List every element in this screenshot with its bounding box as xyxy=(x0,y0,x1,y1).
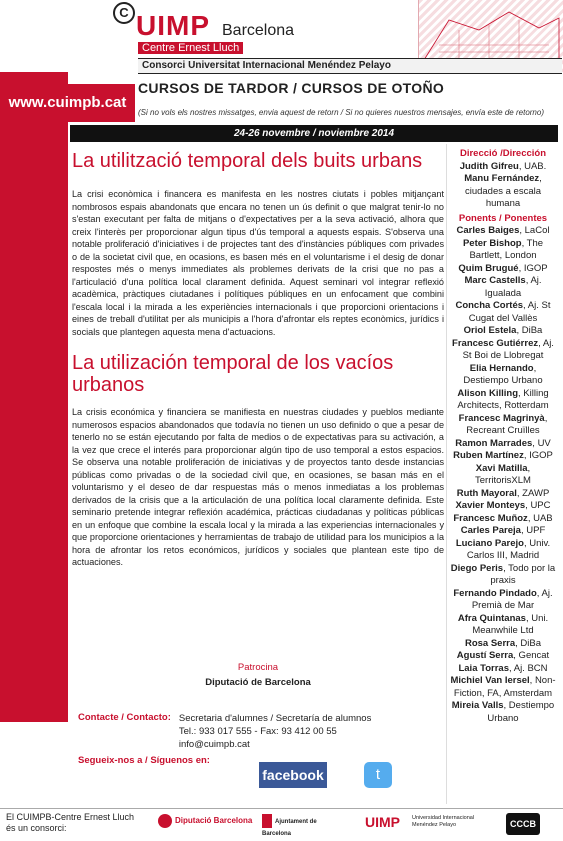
speaker-affiliation: , Todo por la xyxy=(503,562,556,574)
speaker-affiliation: TerritorisXLM xyxy=(475,475,531,486)
courses-heading: CURSOS DE TARDOR / CURSOS DE OTOÑO xyxy=(138,80,445,96)
follow-label: Segueix-nos a / Síguenos en: xyxy=(78,755,210,766)
logo-subtitle: Centre Ernest Lluch xyxy=(138,42,243,54)
speaker-line xyxy=(447,625,559,638)
speaker-line xyxy=(447,300,559,313)
speaker-name: Carles Pareja xyxy=(460,525,521,536)
speaker-name: Laia Torras xyxy=(458,662,509,674)
main-content xyxy=(72,144,444,719)
unsubscribe-note[interactable]: (Si no vols els nostres missatges, envia aquest de retorn / Si no quieres nuestros mensajes, envía este de retorno) xyxy=(138,108,544,117)
speaker-name: Agustí Serra xyxy=(456,650,514,661)
speaker-affiliation: , DiBa xyxy=(515,637,542,649)
speaker-affiliation: , xyxy=(539,173,542,184)
speaker-line xyxy=(447,198,559,211)
twitter-icon[interactable]: t xyxy=(364,762,392,788)
logo-city: Barcelona xyxy=(222,22,295,39)
sponsor-uimp-full: Universidad Internacional Menéndez Pelayo xyxy=(412,815,475,828)
patrocina-label: Patrocina xyxy=(237,662,279,673)
speaker-name: Ruth Mayoral xyxy=(456,487,517,499)
speaker-line xyxy=(447,161,559,174)
speaker-line xyxy=(447,425,559,438)
speaker-name: Afra Quintanas xyxy=(457,612,526,624)
speaker-affiliation: praxis xyxy=(490,575,516,586)
speaker-line xyxy=(447,413,559,426)
speaker-affiliation: , Aj. xyxy=(536,587,553,599)
contact-email-link[interactable]: info@cuimpb.cat xyxy=(178,739,250,750)
speaker-name: Elia Hernando xyxy=(469,362,534,374)
speaker-affiliation: Destiempo Urbano xyxy=(463,375,543,386)
speaker-affiliation: Premià de Mar xyxy=(471,600,535,611)
speaker-name: Peter Bishop xyxy=(462,237,522,249)
speaker-name: Francesc Gutiérrez xyxy=(452,337,539,349)
speaker-affiliation: , LaCol xyxy=(519,225,550,236)
speaker-affiliation: , xyxy=(533,362,537,374)
speaker-affiliation: , Aj. BCN xyxy=(508,662,548,674)
speaker-affiliation: Urbano xyxy=(487,712,519,724)
speaker-affiliation: , DiBa xyxy=(516,325,543,336)
direction-heading: Direcció /Dirección xyxy=(459,148,547,159)
speaker-affiliation: Architects, Rotterdam xyxy=(457,400,549,411)
contact-block xyxy=(78,712,371,766)
sponsor-diputacio-label: Diputació Barcelona xyxy=(175,816,253,826)
speaker-affiliation: Fiction, FA, Amsterdam xyxy=(453,687,553,699)
speaker-affiliation: , IGOP xyxy=(523,450,553,461)
left-red-stripe xyxy=(0,72,68,722)
logo-c-icon: C xyxy=(113,2,135,24)
contact-line-1: Secretaria d'alumnes / Secretaría de alumnos xyxy=(178,713,372,724)
speaker-line xyxy=(447,288,559,301)
speaker-line xyxy=(447,325,559,338)
speaker-name: Francesc Magrinyà xyxy=(458,412,545,424)
speakers-sidebar xyxy=(446,144,559,804)
speaker-affiliation: , Univ. xyxy=(523,537,551,549)
speaker-name: Xavi Matilla xyxy=(475,462,528,474)
speaker-name: Ruben Martínez xyxy=(453,450,524,461)
speaker-line xyxy=(447,500,559,513)
date-bar: 24-26 novembre / noviembre 2014 xyxy=(70,125,558,142)
speaker-line xyxy=(447,513,559,526)
speaker-line xyxy=(447,575,559,588)
patron-name: Diputació de Barcelona xyxy=(205,677,311,688)
speaker-line xyxy=(447,700,559,713)
speaker-line xyxy=(447,563,559,576)
speaker-affiliation: St Boi de Llobregat xyxy=(462,350,544,361)
sponsor-ajuntament xyxy=(262,814,332,839)
speaker-affiliation: Carlos III, Madrid xyxy=(466,550,540,561)
speaker-line xyxy=(447,388,559,401)
speakers-list xyxy=(447,225,559,725)
speaker-line xyxy=(447,400,559,413)
speaker-name: Ramon Marrades xyxy=(455,437,533,449)
speaker-affiliation: Bartlett, London xyxy=(469,250,537,261)
speaker-affiliation: , Gencat xyxy=(513,650,550,661)
speaker-affiliation: Igualada xyxy=(484,287,522,299)
ajuntament-logo-icon xyxy=(262,814,272,828)
title-spanish: La utilización temporal de los vacíos urbanos xyxy=(72,352,394,396)
contact-label: Contacte / Contacto: xyxy=(78,712,171,723)
speaker-line xyxy=(447,350,559,363)
body-catalan: La crisi econòmica i financera es manifesta en les nostres ciutats i pobles mitjançant nombrosos espais abandonats que encara no tenen un ús definit o que malgrat tenir-lo no s'estan executant per falta de mitjans o d'expectatives per a la seva activació, alhora que creix l'interès per proporcionar algun tipus d'ús temporal a aquests espais. S'observa una notable proliferació d'iniciatives i de projectes tant des d'instàncies públiques com privades o de la societat civil que, en ocasions, es basen més en el voluntarisme i el desig de donar respostes més o menys immediates als problemes derivats de la crisi que no pas a l'articulació d'una política local clarament definida. Aquest seminari vol integrar reflexió acadèmica, pràctiques ciutadanes i polítiques públiques en un enfocament que combini l'escala local i la mirada a les experiències internacionals i que proporcioni orientacions i eines de treball d'utilitat per als municipis a l'hora d'afrontar els reptes econòmics, jurídics i socials que plantegen aquesta mena d'actuacions. xyxy=(72,189,444,337)
speaker-line xyxy=(447,338,559,351)
speaker-line xyxy=(447,675,559,688)
speaker-affiliation: ciudades a escala xyxy=(464,185,542,197)
speaker-name: Judith Gifreu xyxy=(459,160,519,172)
speaker-line xyxy=(447,313,559,326)
speaker-affiliation: Recreant Cruïlles xyxy=(466,425,540,436)
speaker-affiliation: , UPC xyxy=(525,500,551,511)
speaker-line xyxy=(447,363,559,376)
speaker-line xyxy=(447,438,559,451)
logo-uimp: UIMP xyxy=(136,10,210,41)
sponsor-ajuntament-label: Ajuntament de Barcelona xyxy=(262,819,317,837)
speaker-line xyxy=(447,650,559,663)
speaker-affiliation: , IGOP xyxy=(518,262,548,274)
consorci-title: Consorci Universitat Internacional Menéndez Pelayo xyxy=(138,58,562,74)
speaker-name: Manu Fernández xyxy=(464,173,540,184)
speaker-affiliation: , Non- xyxy=(529,675,556,686)
speaker-affiliation: , Destiempo xyxy=(503,700,555,711)
speaker-affiliation: , Aj. xyxy=(525,275,542,286)
body-spanish: La crisis económica y financiera se manifiesta en nuestras ciudades y pueblos mediante numerosos espacios abandonados que todavía no tienen un uso definido o que a pesar de tenerlo no se están ejecutando por falta de medios o de expectativas para su activación, a la vez que crece el interés para proporcionar algún tipo de uso temporal a estos espacios. Se observa una notable proliferación de iniciativas y de proyectos tanto desde instancias públicas como privadas o de la sociedad civil que, en ocasiones, se basan más en el voluntarismo y el deseo de dar respuestas más o menos inmediatas a los problemas derivados de la crisis que a la articulación de una política local claramente definida. Este seminario pretende integrar reflexión académica, prácticas ciudadanas y políticas públicas en un enfoque que combine la escala local y la mirada a las experiencias internacionales y que proporcione orientaciones y herramientas de trabajo de utilidad para los municipios a la hora de afrontar los retos económicos, jurídicos y sociales que plantean este tipo de actuaciones. xyxy=(72,407,444,567)
speakers-heading: Ponents / Ponentes xyxy=(458,212,548,224)
speaker-affiliation: , xyxy=(527,462,531,474)
title-catalan: La utilització temporal dels buits urbans xyxy=(72,150,423,172)
speaker-line xyxy=(447,600,559,613)
speaker-line xyxy=(447,588,559,601)
speaker-line xyxy=(447,713,559,726)
speaker-line xyxy=(447,375,559,388)
speaker-affiliation: , ZAWP xyxy=(516,487,550,499)
speaker-name: Rosa Serra xyxy=(464,637,516,649)
speaker-line xyxy=(447,475,559,488)
website-link[interactable]: www.cuimpb.cat xyxy=(0,84,135,122)
speaker-line xyxy=(447,275,559,288)
speaker-name: Quim Brugué xyxy=(458,262,519,274)
speaker-name: Oriol Estela xyxy=(463,325,517,336)
speaker-name: Mireia Valls xyxy=(451,700,504,711)
speaker-line xyxy=(447,173,559,186)
speaker-name: Marc Castells xyxy=(464,275,526,286)
speaker-affiliation: , Killing xyxy=(518,387,549,399)
speaker-line xyxy=(447,250,559,263)
speaker-line xyxy=(447,238,559,251)
speaker-line xyxy=(447,525,559,538)
speaker-line xyxy=(447,488,559,501)
speaker-line xyxy=(447,638,559,651)
footer-text xyxy=(6,812,134,834)
speaker-line xyxy=(447,263,559,276)
speaker-affiliation: , UAB xyxy=(527,512,553,524)
speaker-affiliation: Cugat del Vallès xyxy=(468,312,538,324)
speaker-line xyxy=(447,450,559,463)
speaker-affiliation: , Uni. xyxy=(525,612,549,624)
speaker-line xyxy=(447,663,559,676)
speaker-line xyxy=(447,186,559,199)
speaker-affiliation: , UAB. xyxy=(518,160,547,172)
speaker-name: Concha Cortés xyxy=(455,300,524,311)
speaker-name: Michiel Van Iersel xyxy=(450,675,530,686)
footer-line-2: és un consorci: xyxy=(6,823,67,833)
speaker-name: Luciano Parejo xyxy=(455,537,524,549)
contact-line-2: Tel.: 933 017 555 - Fax: 93 412 00 55 xyxy=(178,726,337,737)
sponsor-cccb: CCCB xyxy=(506,813,540,835)
speaker-affiliation: , xyxy=(544,412,548,424)
speaker-affiliation: , Aj. St xyxy=(523,300,551,311)
sponsor-diputacio xyxy=(158,814,252,828)
diputacio-logo-icon xyxy=(158,814,172,828)
footer-line-1: El CUIMPB-Centre Ernest Lluch xyxy=(6,812,135,822)
sponsor-uimp: UIMP xyxy=(365,814,400,830)
speaker-affiliation: Meanwhile Ltd xyxy=(472,625,534,636)
speaker-name: Carles Baiges xyxy=(456,225,520,236)
speaker-name: Diego Peris xyxy=(450,562,504,574)
speaker-affiliation: , The xyxy=(521,237,544,249)
speaker-line xyxy=(447,613,559,626)
speaker-line xyxy=(447,225,559,238)
speaker-affiliation: , UV xyxy=(532,437,551,449)
speaker-affiliation: , UPF xyxy=(520,525,546,536)
direction-list xyxy=(447,161,559,211)
speaker-name: Alison Killing xyxy=(457,387,519,399)
speaker-name: Francesc Muñoz xyxy=(453,512,528,524)
speaker-name: Xavier Monteys xyxy=(455,500,526,511)
speaker-name: Fernando Pindado xyxy=(453,587,537,599)
speaker-line xyxy=(447,550,559,563)
sponsor-block xyxy=(72,662,444,688)
facebook-button[interactable]: facebook xyxy=(259,762,327,788)
speaker-affiliation: humana xyxy=(485,198,521,209)
speaker-line xyxy=(447,688,559,701)
speaker-line xyxy=(447,538,559,551)
speaker-line xyxy=(447,463,559,476)
speaker-affiliation: , Aj. xyxy=(538,337,554,349)
